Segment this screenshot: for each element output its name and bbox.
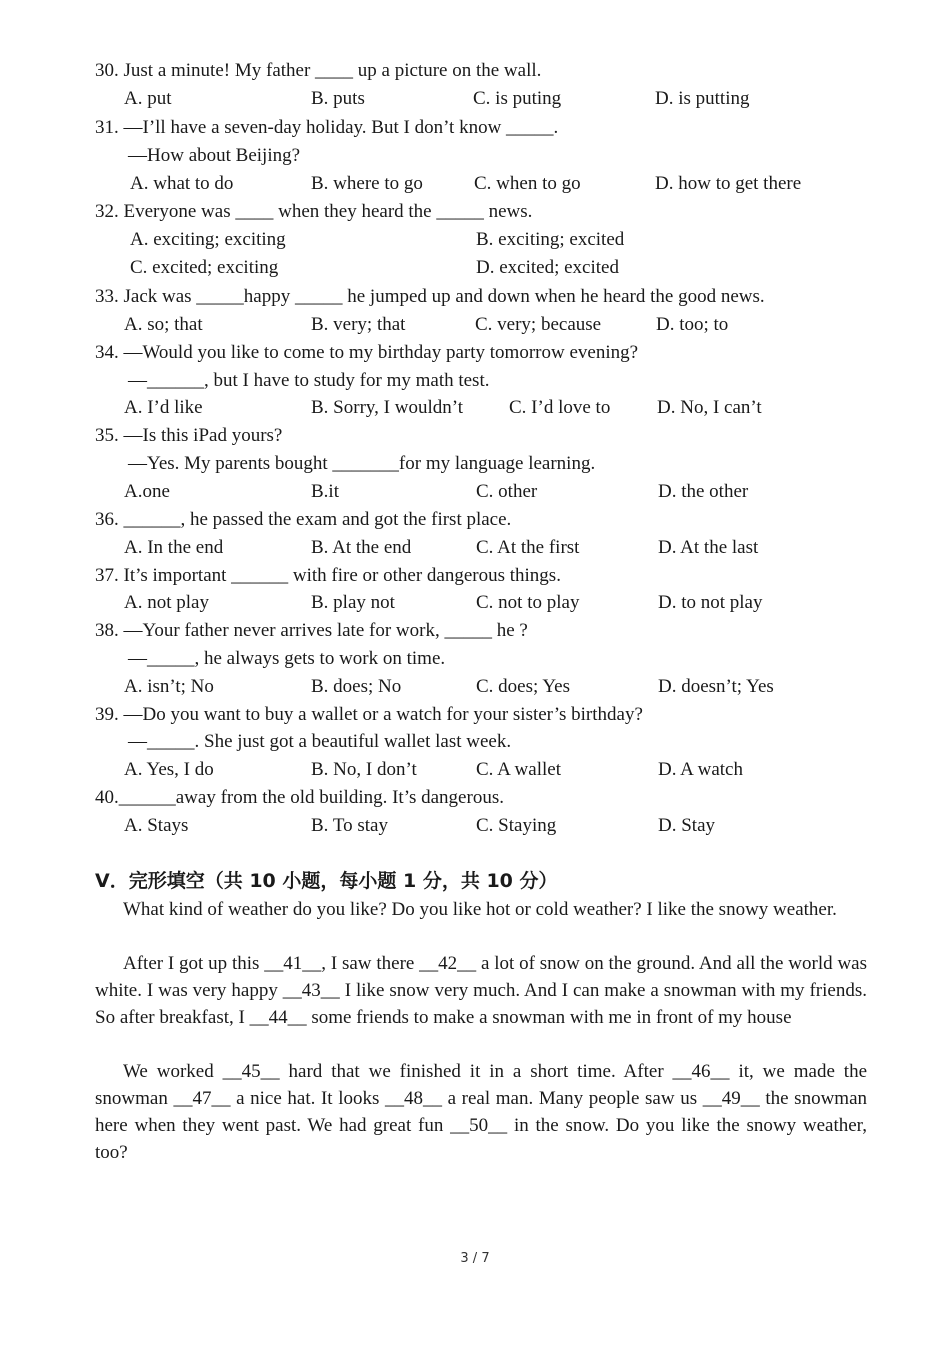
option-b: B. Sorry, I wouldn’t [311,397,463,418]
question-39: 39. —Do you want to buy a wallet or a watch for your sister’s birthday? [95,704,643,725]
option-b: B. At the end [311,537,412,558]
cloze-paragraph: What kind of weather do you like? Do you like hot or cold weather? I like the snowy weather. [123,899,837,920]
option-b: B. exciting; excited [476,229,625,250]
option-a: A. I’d like [124,397,203,418]
option-d: D. Stay [658,815,715,836]
option-b: B. where to go [311,173,423,194]
option-a: A. In the end [124,537,224,558]
option-b: B.it [311,481,339,502]
option-c: C. does; Yes [476,676,570,697]
option-c: C. excited; exciting [130,257,279,278]
question-35: 35. —Is this iPad yours? [95,425,283,446]
question-36: 36. ______, he passed the exam and got the first place. [95,509,512,530]
question-31: 31. —I’ll have a seven-day holiday. But I don’t know _____. [95,117,559,138]
question-31-reply: —How about Beijing? [128,145,301,166]
option-d: D. is putting [655,88,750,109]
option-a: A. exciting; exciting [130,229,286,250]
section-title: V．完形填空（共 10 小题，每小题 1 分，共 10 分） [95,870,558,892]
question-35-reply: —Yes. My parents bought _______for my language learning. [128,453,596,474]
option-b: B. does; No [311,676,402,697]
question-34: 34. —Would you like to come to my birthday party tomorrow evening? [95,342,639,363]
question-32: 32. Everyone was ____ when they heard the _____ news. [95,201,533,222]
option-a: A. not play [124,592,209,613]
option-d: D. A watch [658,759,743,780]
option-c: C. Staying [476,815,557,836]
option-d: D. the other [658,481,749,502]
page-number: 3 / 7 [460,1251,490,1266]
option-c: C. other [476,481,538,502]
option-b: B. very; that [311,314,406,335]
option-c: C. At the first [476,537,580,558]
option-a: A. isn’t; No [124,676,214,697]
option-a: A.one [124,481,170,502]
question-30: 30. Just a minute! My father ____ up a picture on the wall. [95,60,542,81]
question-34-reply: —______, but I have to study for my math test. [128,370,490,391]
option-b: B. To stay [311,815,388,836]
question-38-reply: —_____, he always gets to work on time. [128,648,446,669]
question-39-reply: —_____. She just got a beautiful wallet last week. [128,731,512,752]
option-d: D. too; to [656,314,729,335]
option-c: C. A wallet [476,759,561,780]
option-b: B. play not [311,592,395,613]
option-a: A. Yes, I do [124,759,214,780]
option-b: B. No, I don’t [311,759,417,780]
option-a: A. Stays [124,815,189,836]
option-b: B. puts [311,88,365,109]
option-c: C. very; because [475,314,602,335]
option-d: D. excited; excited [476,257,619,278]
option-a: A. put [124,88,172,109]
option-a: A. what to do [130,173,234,194]
cloze-paragraph: After I got up this __41__, I saw there __42__ a lot of snow on the ground. And all the world was white. I was very happy __43__ I like snow very much. And I can make a snowman with my friends. So after breakfast, I __44__ some friends to make a snowman with me in front of my house [95,953,867,1028]
question-38: 38. —Your father never arrives late for work, _____ he ? [95,620,528,641]
option-c: C. not to play [476,592,580,613]
option-c: C. is puting [473,88,562,109]
question-40: 40.______away from the old building. It’s dangerous. [95,787,504,808]
option-d: D. doesn’t; Yes [658,676,774,697]
option-d: D. to not play [658,592,763,613]
option-c: C. I’d love to [509,397,611,418]
question-33: 33. Jack was _____happy _____ he jumped up and down when he heard the good news. [95,286,765,307]
cloze-paragraph: We worked __45__ hard that we finished it in a short time. After __46__ it, we made the snowman __47__ a nice hat. It looks __48__ a real man. Many people saw us __49__ the snowman here when they went past. We had great fun __50__ in the snow. Do you like the snowy weather, too? [95,1061,867,1163]
option-d: D. At the last [658,537,759,558]
option-c: C. when to go [474,173,581,194]
question-37: 37. It’s important ______ with fire or other dangerous things. [95,565,561,586]
option-d: D. how to get there [655,173,802,194]
option-d: D. No, I can’t [657,397,762,418]
option-a: A. so; that [124,314,203,335]
